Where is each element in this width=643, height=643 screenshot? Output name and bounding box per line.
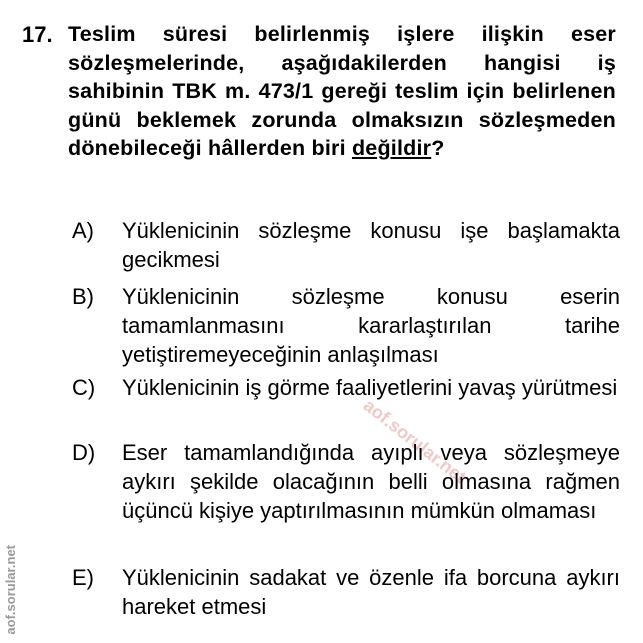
option-text: Yüklenicinin iş görme faaliyetlerini yavaş yürütmesi [122, 375, 618, 400]
option-text: Yüklenicinin sözleşme konusu işe başlamakta gecikmesi [122, 218, 620, 272]
option-label: D) [72, 440, 96, 465]
option-text: Eser tamamlandığında ayıplı veya sözleşmeye aykırı şekilde olacağının belli olmasına rağmen üçüncü kişiye yaptırılmasının mümkün olmaması [122, 440, 620, 523]
option-text: Yüklenicinin sözleşme konusu eserin tamamlanmasını kararlaştırılan tarihe yetiştiremeyeceğinin anlaşılması [122, 284, 620, 367]
watermark: aof.sorular.net [359, 395, 470, 488]
question-body: Teslim süresi belirlenmiş işlere ilişkin eser sözleşmelerinde, aşağıdakilerden hangisi iş sahibinin TBK m. 473/1 gereği teslim için belirlenen günü beklemek zorunda olmaksızın sözleşmeden dönebileceği hâllerden biri [68, 22, 616, 160]
option-text: Yüklenicinin sadakat ve özenle ifa borcuna aykırı hareket etmesi [122, 565, 620, 619]
question-emphasis: değildir [351, 136, 432, 160]
option-label: A) [72, 218, 94, 243]
side-watermark: aof.sorular.net [3, 545, 18, 635]
option-label: C) [72, 375, 96, 400]
question-text [68, 20, 616, 163]
option-label: E) [72, 565, 94, 590]
question-number: 17. [22, 22, 53, 47]
option-label: B) [72, 284, 94, 309]
question-mark: ? [431, 136, 445, 160]
